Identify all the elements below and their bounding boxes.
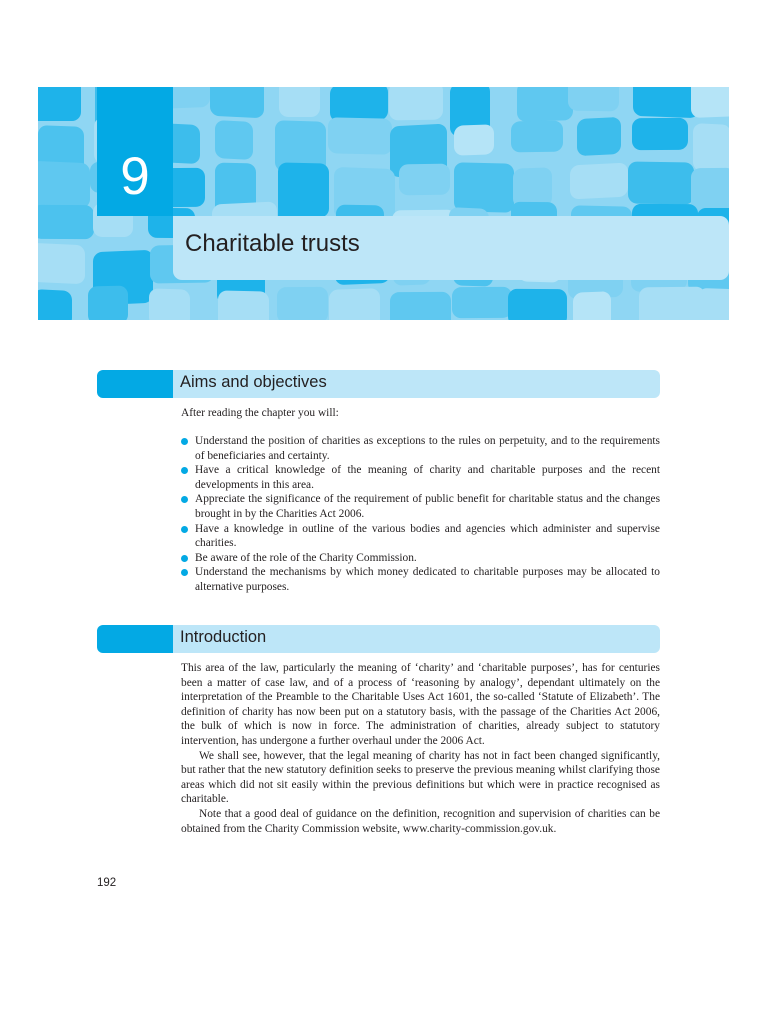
aims-heading-bar bbox=[97, 370, 660, 398]
bullet-icon bbox=[181, 496, 188, 503]
banner-tile bbox=[38, 161, 90, 208]
banner-tile bbox=[149, 288, 190, 320]
banner-tile bbox=[639, 287, 705, 320]
banner-tile bbox=[38, 205, 94, 239]
paragraph: We shall see, however, that the legal meaning of charity has not in fact been changed significantly, but rather that the new statutory definition seeks to preserve the previous meaning whilst clarifying those areas which did not sit easily within the previous definitions but which were in practice recognised as charitable. bbox=[181, 749, 660, 806]
chapter-number: 9 bbox=[120, 147, 150, 206]
banner-tile bbox=[218, 290, 269, 320]
banner-tile bbox=[38, 243, 85, 284]
chapter-title: Charitable trusts bbox=[185, 230, 360, 257]
banner-tile bbox=[215, 120, 253, 160]
introduction-heading: Introduction bbox=[180, 628, 267, 646]
list-item: Understand the position of charities as exceptions to the rules on perpetuity, and to the requirements of beneficiaries and certainty. bbox=[181, 434, 660, 463]
banner-tile bbox=[279, 87, 320, 117]
list-item: Understand the mechanisms by which money dedicated to charitable purposes may be allocated to alternative purposes. bbox=[181, 565, 660, 594]
chapter-banner bbox=[38, 87, 729, 320]
banner-tile bbox=[698, 288, 729, 320]
banner-tile bbox=[277, 287, 328, 320]
banner-tile bbox=[399, 164, 450, 196]
banner-tile bbox=[38, 87, 81, 121]
paragraph: This area of the law, particularly the meaning of ‘charity’ and ‘charitable purposes’, has for centuries been a matter of case law, and of a process of ‘reasoning by analogy’, dependant ultimately on the interpretation of the Preamble to the Charitable Uses Act 1601, the so-called ‘Statute of Elizabeth’. The definition of charity has now been put on a statutory basis, with the passage of the Charities Act 2006, the bulk of which is now in force. The administration of charities, already subject to statutory intervention, has undergone a further overhaul under the 2006 Act. bbox=[181, 662, 660, 747]
list-item: Have a critical knowledge of the meaning of charity and charitable purposes and the recent developments in this area. bbox=[181, 463, 660, 492]
banner-tile bbox=[628, 161, 694, 204]
list-item: Appreciate the significance of the requirement of public benefit for charitable status and the changes brought in by the Charities Act 2006. bbox=[181, 492, 660, 521]
aims-lead: After reading the chapter you will: bbox=[181, 407, 339, 419]
banner-tile bbox=[329, 288, 380, 320]
bullet-icon bbox=[181, 569, 188, 576]
chapter-title-box bbox=[173, 216, 729, 280]
list-item: Be aware of the role of the Charity Commission. bbox=[181, 551, 660, 566]
banner-tile bbox=[577, 117, 621, 156]
introduction-heading-bar bbox=[97, 625, 660, 653]
aims-list bbox=[181, 434, 660, 595]
bullet-icon bbox=[181, 467, 188, 474]
banner-tile bbox=[38, 289, 72, 320]
banner-tile bbox=[328, 117, 392, 154]
banner-tile bbox=[633, 87, 699, 118]
banner-tile bbox=[88, 286, 128, 320]
banner-tile bbox=[517, 87, 573, 122]
page-number: 192 bbox=[97, 877, 117, 889]
aims-heading: Aims and objectives bbox=[180, 373, 327, 391]
banner-tile bbox=[568, 87, 619, 111]
banner-tile bbox=[570, 163, 628, 200]
introduction-heading-tab bbox=[97, 625, 173, 653]
banner-tile bbox=[693, 123, 729, 173]
bullet-icon bbox=[181, 555, 188, 562]
banner-tile bbox=[508, 289, 567, 320]
banner-tile bbox=[573, 291, 611, 320]
banner-tile bbox=[210, 87, 264, 118]
banner-tile bbox=[389, 87, 443, 120]
bullet-icon bbox=[181, 526, 188, 533]
banner-tile bbox=[511, 121, 563, 153]
paragraph: Note that a good deal of guidance on the definition, recognition and supervision of charities can be obtained from the Charity Commission website, www.charity-commission.gov.uk. bbox=[181, 807, 660, 835]
banner-tile bbox=[691, 87, 729, 118]
banner-tile bbox=[390, 292, 451, 320]
banner-tile bbox=[454, 162, 514, 212]
banner-tile bbox=[452, 287, 512, 318]
aims-heading-tab bbox=[97, 370, 173, 398]
list-item: Have a knowledge in outline of the various bodies and agencies which administer and supervise charities. bbox=[181, 522, 660, 551]
bullet-icon bbox=[181, 438, 188, 445]
banner-tile bbox=[632, 118, 688, 150]
introduction-body bbox=[181, 661, 660, 836]
banner-tile bbox=[454, 124, 494, 155]
